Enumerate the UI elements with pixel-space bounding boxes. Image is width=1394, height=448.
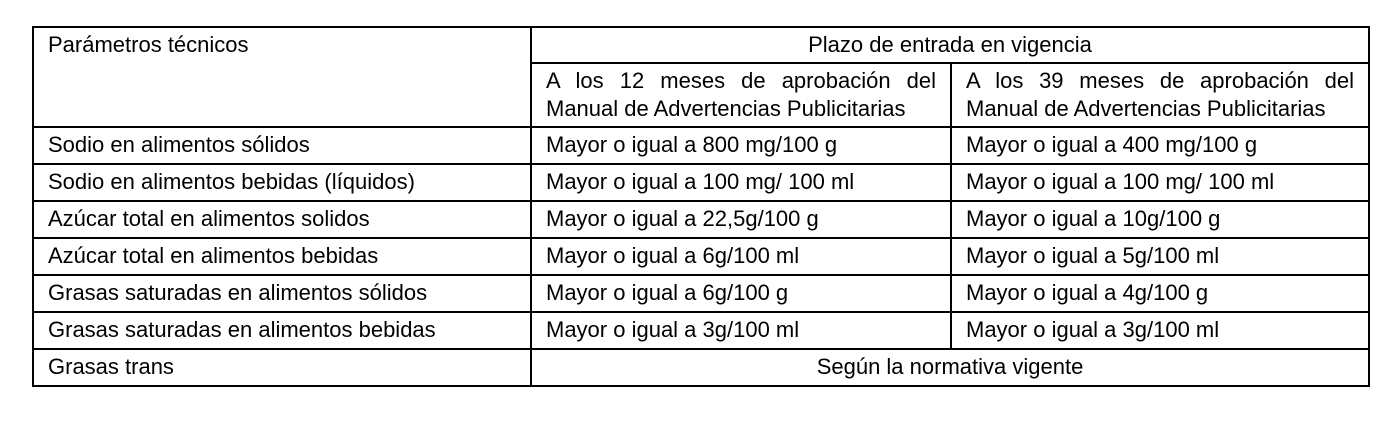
- value-39-cell: Mayor o igual a 4g/100 g: [951, 275, 1369, 312]
- parameter-cell: Grasas saturadas en alimentos bebidas: [33, 312, 531, 349]
- value-12-cell: Mayor o igual a 800 mg/100 g: [531, 127, 951, 164]
- header-deadline: Plazo de entrada en vigencia: [531, 27, 1369, 63]
- table-row: [33, 201, 1369, 238]
- trans-fats-value-cell: Según la normativa vigente: [531, 349, 1369, 386]
- value-12-cell: Mayor o igual a 6g/100 ml: [531, 238, 951, 275]
- table-row: [33, 275, 1369, 312]
- parameter-cell: Azúcar total en alimentos solidos: [33, 201, 531, 238]
- value-12-cell: Mayor o igual a 3g/100 ml: [531, 312, 951, 349]
- value-39-cell: Mayor o igual a 5g/100 ml: [951, 238, 1369, 275]
- value-12-cell: Mayor o igual a 6g/100 g: [531, 275, 951, 312]
- value-12-cell: Mayor o igual a 22,5g/100 g: [531, 201, 951, 238]
- header-parameters: Parámetros técnicos: [33, 27, 531, 127]
- table-row: [33, 164, 1369, 201]
- trans-fats-row: [33, 349, 1369, 386]
- header-period-12-months: A los 12 meses de aprobación del Manual de Advertencias Publicitarias: [531, 63, 951, 127]
- value-39-cell: Mayor o igual a 10g/100 g: [951, 201, 1369, 238]
- parameter-cell: Sodio en alimentos bebidas (líquidos): [33, 164, 531, 201]
- parameter-cell: Grasas trans: [33, 349, 531, 386]
- table-row: [33, 127, 1369, 164]
- value-12-cell: Mayor o igual a 100 mg/ 100 ml: [531, 164, 951, 201]
- parameter-cell: Grasas saturadas en alimentos sólidos: [33, 275, 531, 312]
- value-39-cell: Mayor o igual a 3g/100 ml: [951, 312, 1369, 349]
- technical-parameters-table: [32, 26, 1370, 387]
- table-row: [33, 312, 1369, 349]
- parameter-cell: Azúcar total en alimentos bebidas: [33, 238, 531, 275]
- value-39-cell: Mayor o igual a 100 mg/ 100 ml: [951, 164, 1369, 201]
- value-39-cell: Mayor o igual a 400 mg/100 g: [951, 127, 1369, 164]
- header-period-39-months: A los 39 meses de aprobación del Manual de Advertencias Publicitarias: [951, 63, 1369, 127]
- table-row: [33, 238, 1369, 275]
- parameter-cell: Sodio en alimentos sólidos: [33, 127, 531, 164]
- table-header-row: [33, 27, 1369, 63]
